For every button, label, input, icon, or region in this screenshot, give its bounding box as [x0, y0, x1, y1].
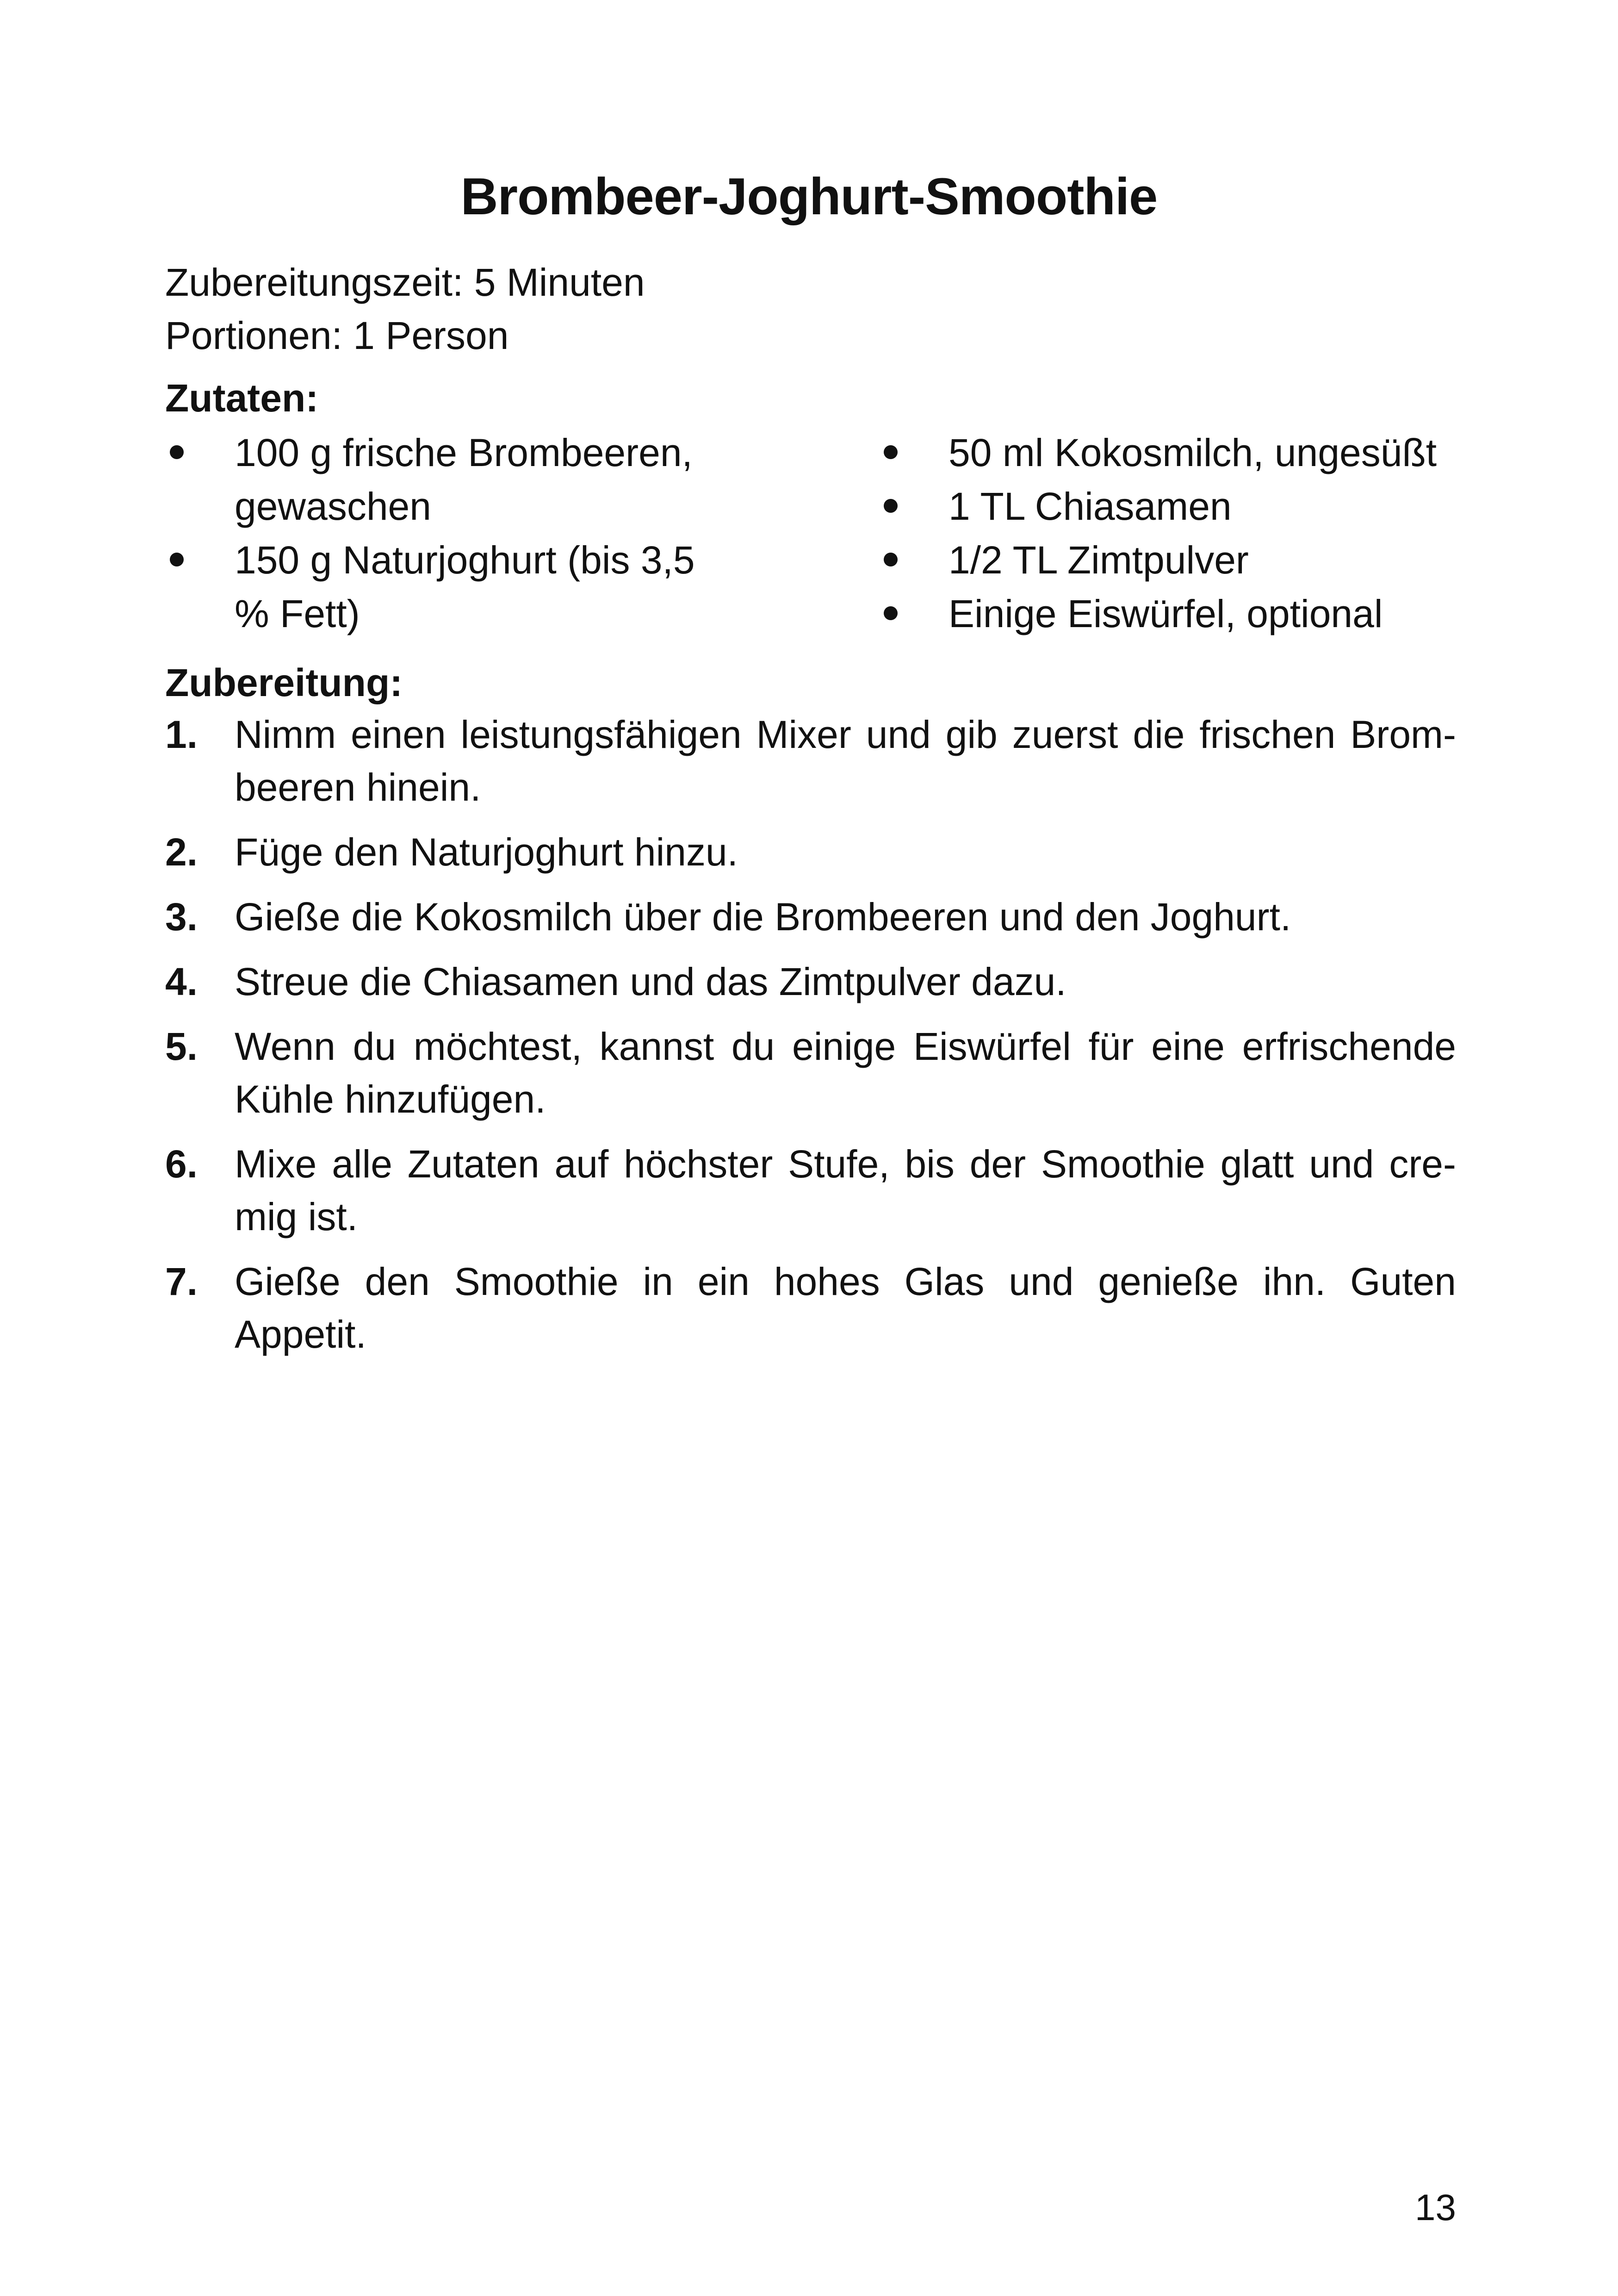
- recipe-title: Brombeer-Joghurt-Smoothie: [460, 168, 1158, 225]
- step-item: [165, 826, 1456, 878]
- list-item: [879, 587, 1481, 641]
- step-item: [165, 890, 1456, 943]
- list-item: [879, 479, 1481, 533]
- bullet-icon: [884, 499, 898, 513]
- step-number: 1.: [165, 713, 198, 756]
- step-number: 2.: [165, 830, 198, 874]
- step-text: Streue die Chiasamen und das Zimtpulver dazu.: [235, 960, 1066, 1003]
- step-number: 4.: [165, 960, 198, 1003]
- step-number: 7.: [165, 1260, 198, 1303]
- step-item: [165, 1255, 1456, 1361]
- ingredients-left-column: [165, 426, 720, 641]
- portions: Portionen: 1 Person: [165, 314, 509, 357]
- list-item: [165, 426, 725, 533]
- step-item: [165, 708, 1456, 814]
- bullet-icon: [884, 553, 898, 566]
- step-item: [165, 1138, 1456, 1243]
- step-text: Füge den Naturjoghurt hinzu.: [235, 830, 738, 874]
- step-number: 6.: [165, 1142, 198, 1186]
- step-text: Gieße die Kokosmilch über die Brombeeren und den Joghurt.: [235, 895, 1291, 939]
- step-text: Gieße den Smoothie in ein hohes Glas und genieße ihn. Guten Appetit.: [235, 1260, 1456, 1356]
- step-number: 5.: [165, 1025, 198, 1068]
- ingredients-right-column: [879, 426, 1481, 641]
- ingredient-text: Einige Eiswürfel, optional: [948, 592, 1383, 635]
- ingredient-text: 150 g Naturjoghurt (bis 3,5 % Fett): [235, 538, 695, 635]
- list-item: [879, 533, 1481, 587]
- ingredient-text: 100 g frische Brombeeren, gewaschen: [235, 431, 693, 528]
- bullet-icon: [170, 445, 184, 459]
- step-text: Wenn du möchtest, kannst du einige Eiswürfel für eine erfrischende Kühle hinzufügen.: [235, 1025, 1456, 1121]
- ingredient-text: 1 TL Chiasamen: [948, 485, 1232, 528]
- page-number: 13: [1415, 2187, 1456, 2228]
- ingredient-text: 1/2 TL Zimtpulver: [948, 538, 1249, 582]
- preparation-heading: Zubereitung:: [165, 661, 403, 704]
- bullet-icon: [884, 606, 898, 620]
- prep-time: Zubereitungszeit: 5 Minuten: [165, 261, 645, 304]
- step-item: [165, 955, 1456, 1008]
- ingredient-text: 50 ml Kokosmilch, ungesüßt: [948, 431, 1437, 474]
- list-item: [879, 426, 1481, 479]
- list-item: [165, 533, 725, 641]
- bullet-icon: [884, 445, 898, 459]
- bullet-icon: [170, 553, 184, 566]
- step-text: Nimm einen leistungsfähigen Mixer und gib zuerst die frischen Brombeeren hinein.: [235, 713, 1456, 809]
- step-text: Mixe alle Zutaten auf höchster Stufe, bis der Smoothie glatt und cremig ist.: [235, 1142, 1456, 1238]
- preparation-steps: [165, 708, 1456, 1373]
- step-item: [165, 1020, 1456, 1126]
- step-number: 3.: [165, 895, 198, 939]
- ingredients-heading: Zutaten:: [165, 376, 319, 420]
